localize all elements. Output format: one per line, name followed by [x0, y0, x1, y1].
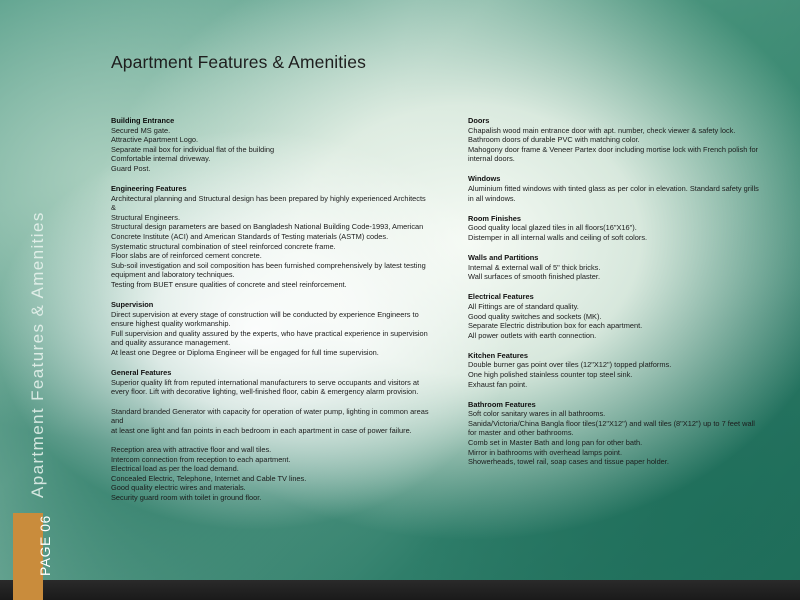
feature-line: Structural design parameters are based on Bangladesh National Building Code-1993, American: [111, 222, 424, 232]
feature-line: Structural Engineers.: [111, 212, 181, 222]
feature-line: Bathroom doors of durable PVC with matching color.: [468, 135, 640, 145]
feature-line: Good quality local glazed tiles in all floors(16"X16").: [468, 223, 637, 233]
feature-line: Separate Electric distribution box for each apartment.: [468, 321, 643, 331]
section-bathroom-features: [468, 400, 763, 467]
feature-line: At least one Degree or Diploma Engineer will be engaged for full time supervision.: [111, 348, 379, 358]
section-heading: General Features: [111, 368, 172, 378]
feature-line: for master and other bathrooms.: [468, 428, 574, 438]
section-heading: Electrical Features: [468, 292, 534, 302]
feature-line: at least one light and fan points in each bedroom in each apartment in case of power failure.: [111, 425, 412, 435]
feature-line: Chapalish wood main entrance door with apt. number, check viewer & safety lock.: [468, 125, 736, 135]
feature-line: Guard Post.: [111, 163, 151, 173]
section-building-entrance: [111, 116, 429, 174]
feature-line: Good quality electric wires and materials.: [111, 483, 246, 493]
feature-line: equipment and laboratory techniques.: [111, 270, 235, 280]
left-column: [111, 116, 429, 513]
feature-line: Comfortable internal driveway.: [111, 154, 211, 164]
section-heading: Supervision: [111, 300, 154, 310]
feature-line: Comb set in Master Bath and long pan for other bath.: [468, 438, 643, 448]
feature-line: Internal & external wall of 5" thick bricks.: [468, 262, 601, 272]
feature-line: Distemper in all internal walls and ceiling of soft colors.: [468, 232, 648, 242]
page-title: Apartment Features & Amenities: [111, 52, 366, 72]
feature-line: Wall surfaces of smooth finished plaster.: [468, 272, 600, 282]
feature-line: Superior quality lift from reputed international manufacturers to serve occupants and visitors at: [111, 377, 420, 387]
feature-line: [111, 435, 429, 445]
feature-line: Concealed Electric, Telephone, Internet and Cable TV lines.: [111, 473, 307, 483]
section-general-features: [111, 368, 429, 502]
feature-line: and quality assurance management.: [111, 338, 231, 348]
feature-line: Aluminium fitted windows with tinted glass as per color in elevation. Standard safety grills: [468, 184, 759, 194]
feature-line: Separate mail box for individual flat of the building: [111, 144, 275, 154]
section-walls-and-partitions: [468, 253, 763, 282]
feature-line: Full supervision and quality assured by the experts, who have practical experience in supervision: [111, 328, 428, 338]
feature-line: Direct supervision at every stage of construction will be conducted by experience Engineers to: [111, 309, 419, 319]
page-number-label: PAGE 06: [37, 515, 53, 576]
feature-line: every floor. Lift with decorative lighting, well-finished floor, cabin & emergency alarm provision.: [111, 387, 419, 397]
feature-line: Sanida/Victoria/China Bangla floor tiles(12"X12") and wall tiles (8"X12") up to 7 feet wall: [468, 418, 755, 428]
section-heading: Kitchen Features: [468, 350, 528, 360]
footer-accent: [13, 580, 43, 600]
feature-line: ensure highest quality workmanship.: [111, 319, 231, 329]
feature-line: Concrete Institute (ACI) and American Standards of Testing materials (ASTM) codes.: [111, 232, 389, 242]
feature-line: Standard branded Generator with capacity for operation of water pump, lighting in common areas and: [111, 406, 429, 426]
feature-line: Mirror in bathrooms with overhead lamps point.: [468, 447, 623, 457]
feature-line: Exhaust fan point.: [468, 379, 528, 389]
feature-line: One high polished stainless counter top steel sink.: [468, 369, 633, 379]
section-kitchen-features: [468, 351, 763, 389]
section-doors: [468, 116, 763, 164]
feature-line: Systematic structural combination of steel reinforced concrete frame.: [111, 241, 336, 251]
section-heading: Doors: [468, 116, 490, 125]
section-heading: Engineering Features: [111, 184, 187, 194]
section-heading: Building Entrance: [111, 116, 175, 125]
page-number-tab: [13, 513, 53, 580]
section-supervision: [111, 300, 429, 358]
feature-line: Good quality switches and sockets (MK).: [468, 311, 602, 321]
section-room-finishes: [468, 214, 763, 243]
feature-line: Testing from BUET ensure qualities of concrete and steel reinforcement.: [111, 280, 347, 289]
feature-line: All Fittings are of standard quality.: [468, 301, 579, 311]
section-heading: Bathroom Features: [468, 399, 536, 409]
feature-line: Double burner gas point over tiles (12"X12") topped platforms.: [468, 360, 672, 370]
feature-line: Showerheads, towel rail, soap cases and tissue paper holder.: [468, 457, 669, 467]
feature-line: Security guard room with toilet in ground floor.: [111, 492, 262, 502]
feature-line: Secured MS gate.: [111, 125, 171, 135]
side-title: Apartment Features & Amenities: [28, 211, 47, 498]
section-heading: Windows: [468, 174, 501, 184]
footer-bar: [0, 580, 800, 600]
right-column: [468, 116, 763, 477]
feature-line: All power outlets with earth connection.: [468, 330, 597, 340]
feature-line: Floor slabs are of reinforced cement concrete.: [111, 251, 262, 261]
feature-line: in all windows.: [468, 193, 516, 203]
feature-line: internal doors.: [468, 154, 515, 164]
section-heading: Room Finishes: [468, 213, 521, 223]
feature-line: Electrical load as per the load demand.: [111, 464, 239, 474]
feature-line: Attractive Apartment Logo.: [111, 135, 199, 145]
section-electrical-features: [468, 292, 763, 340]
feature-line: Soft color sanitary wares in all bathrooms.: [468, 409, 606, 419]
feature-line: [111, 397, 429, 407]
feature-line: Intercom connection from reception to each apartment.: [111, 454, 291, 464]
feature-line: Mahogony door frame & Veneer Partex door including mortise lock with French polish for: [468, 144, 759, 154]
feature-line: Reception area with attractive floor and wall tiles.: [111, 444, 272, 454]
section-engineering-features: [111, 184, 429, 290]
feature-line: Sub-soil investigation and soil composition has been furnished comprehensively by latest testing: [111, 260, 426, 270]
section-heading: Walls and Partitions: [468, 253, 539, 263]
section-windows: [468, 174, 763, 203]
feature-line: Architectural planning and Structural design has been prepared by highly experienced Architects &: [111, 193, 426, 213]
